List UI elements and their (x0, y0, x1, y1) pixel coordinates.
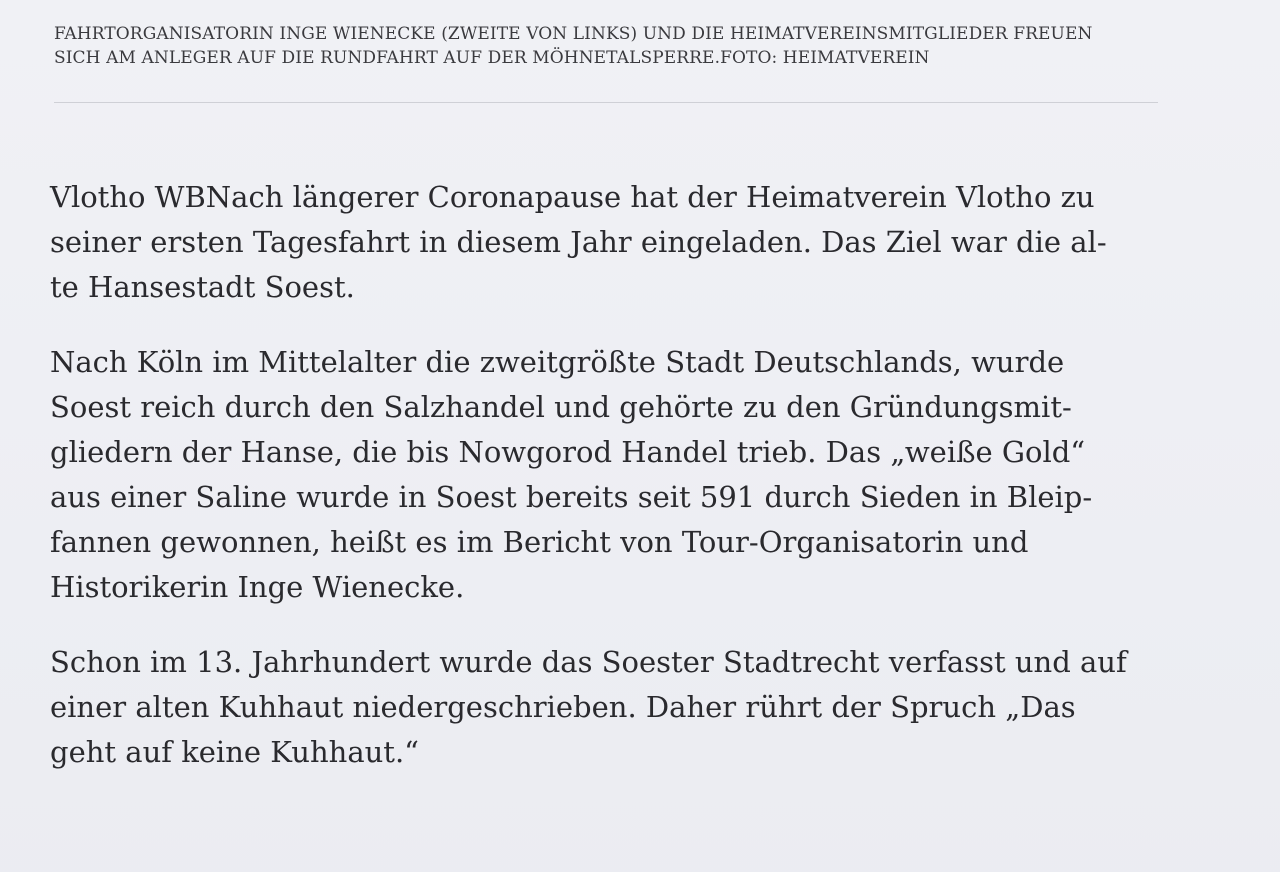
article-paragraph (50, 640, 1170, 775)
text-line: te Hansestadt Soest. (50, 270, 355, 304)
text-line: seiner ersten Tagesfahrt in diesem Jahr eingeladen. Das Ziel war die al- (50, 225, 1107, 259)
text-line: Historikerin Inge Wienecke. (50, 570, 465, 604)
article-paragraph (50, 340, 1170, 610)
text-line: einer alten Kuhhaut niedergeschrieben. Daher rührt der Spruch „Das (50, 690, 1076, 724)
text-line: gliedern der Hanse, die bis Nowgorod Handel trieb. Das „weiße Gold“ (50, 435, 1086, 469)
article-body (50, 175, 1170, 805)
text-line: Nach Köln im Mittelalter die zweitgrößte Stadt Deutschlands, wurde (50, 345, 1065, 379)
article-paragraph (50, 175, 1170, 310)
text-line: Schon im 13. Jahrhundert wurde das Soester Stadtrecht verfasst und auf (50, 645, 1127, 679)
text-line: aus einer Saline wurde in Soest bereits seit 591 durch Sieden in Bleip- (50, 480, 1093, 514)
text-line: Vlotho WBNach längerer Coronapause hat der Heimatverein Vlotho zu (50, 180, 1095, 214)
caption-line: FAHRTORGANISATORIN INGE WIENECKE (ZWEITE VON LINKS) UND DIE HEIMATVEREINSMITGLIEDER FREUEN (54, 24, 1093, 44)
divider-line (54, 102, 1158, 103)
caption-line: SICH AM ANLEGER AUF DIE RUNDFAHRT AUF DER MÖHNETALSPERRE.FOTO: HEIMATVEREIN (54, 48, 930, 68)
text-line: fannen gewonnen, heißt es im Bericht von Tour-Organisatorin und (50, 525, 1029, 559)
text-line: geht auf keine Kuhhaut.“ (50, 735, 419, 769)
text-line: Soest reich durch den Salzhandel und gehörte zu den Gründungsmit- (50, 390, 1072, 424)
photo-caption (54, 22, 1164, 70)
